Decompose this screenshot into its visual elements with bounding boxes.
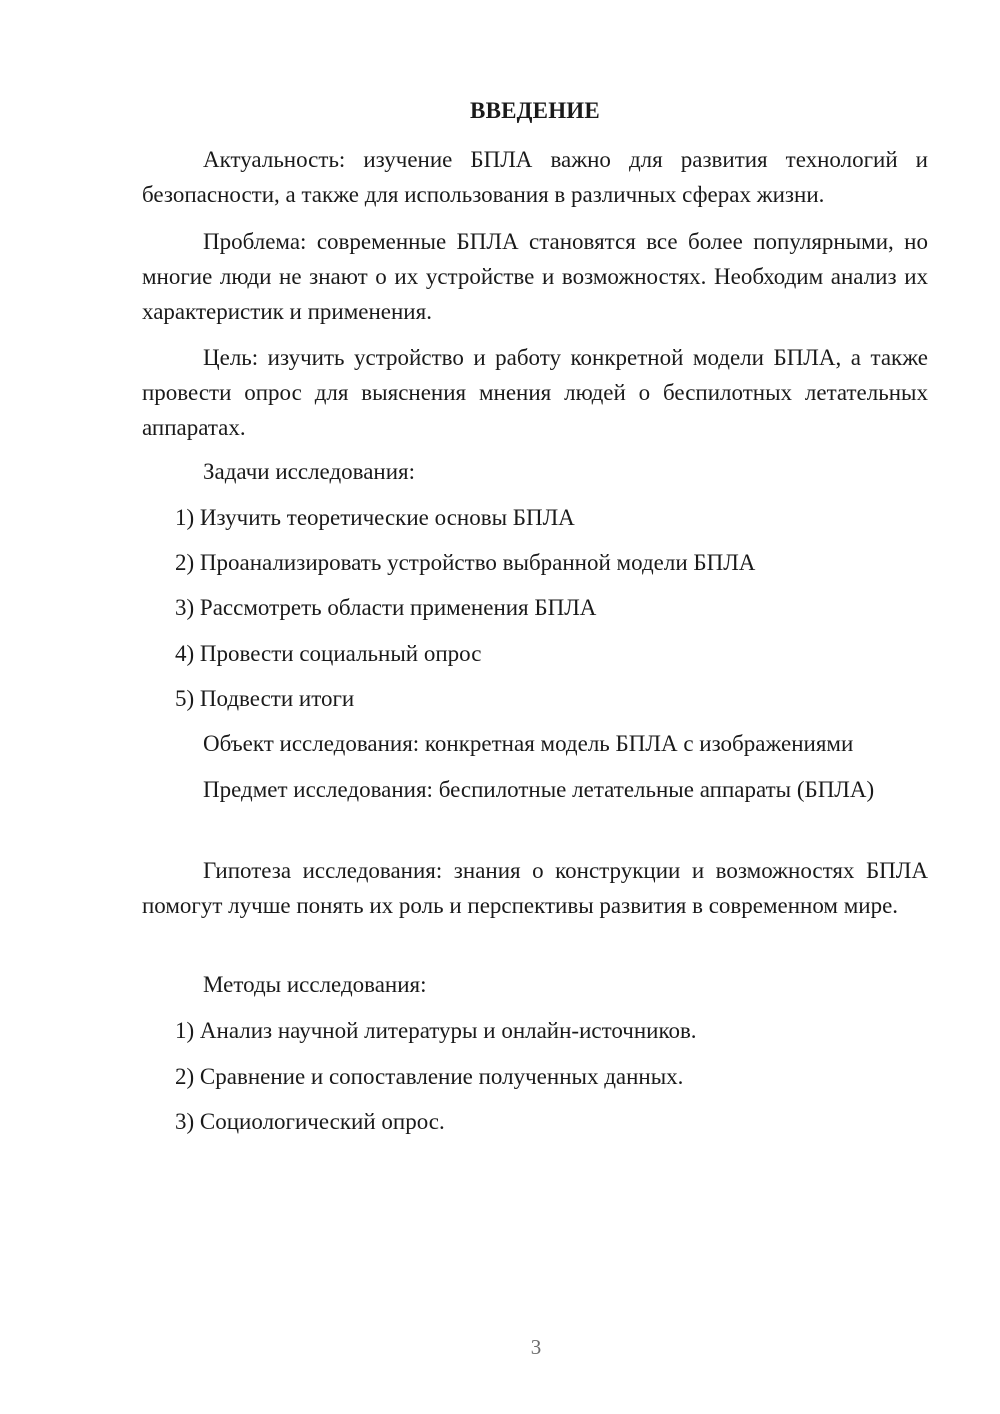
task-item: 4) Провести социальный опрос [175,641,482,666]
task-item: 3) Рассмотреть области применения БПЛА [175,595,597,620]
object-paragraph: Объект исследования: конкретная модель БПЛА с изображениями [203,731,854,756]
task-item: 5) Подвести итоги [175,686,355,711]
task-item: 2) Проанализировать устройство выбранной модели БПЛА [175,550,756,575]
method-item: 3) Социологический опрос. [175,1109,445,1134]
hypothesis-paragraph: Гипотеза исследования: знания о конструкции и возможностях БПЛА помогут лучше понять их роль и перспективы развития в современном мире. [142,858,928,918]
methods-heading: Методы исследования: [203,972,427,997]
relevance-paragraph: Актуальность: изучение БПЛА важно для развития технологий и безопасности, а также для использования в различных сферах жизни. [142,147,928,207]
task-item: 1) Изучить теоретические основы БПЛА [175,505,575,530]
method-item: 1) Анализ научной литературы и онлайн-источников. [175,1018,697,1043]
tasks-heading: Задачи исследования: [203,459,416,484]
goal-paragraph: Цель: изучить устройство и работу конкретной модели БПЛА, а также провести опрос для выяснения мнения людей о беспилотных летательных аппаратах. [142,345,928,440]
problem-paragraph: Проблема: современные БПЛА становятся все более популярными, но многие люди не знают о их устройстве и возможностях. Необходим анализ их характеристик и применения. [142,229,928,324]
subject-paragraph: Предмет исследования: беспилотные летательные аппараты (БПЛА) [203,777,875,802]
method-item: 2) Сравнение и сопоставление полученных данных. [175,1064,684,1089]
page-title: ВВЕДЕНИЕ [470,98,600,123]
page-number: 3 [530,1335,542,1359]
